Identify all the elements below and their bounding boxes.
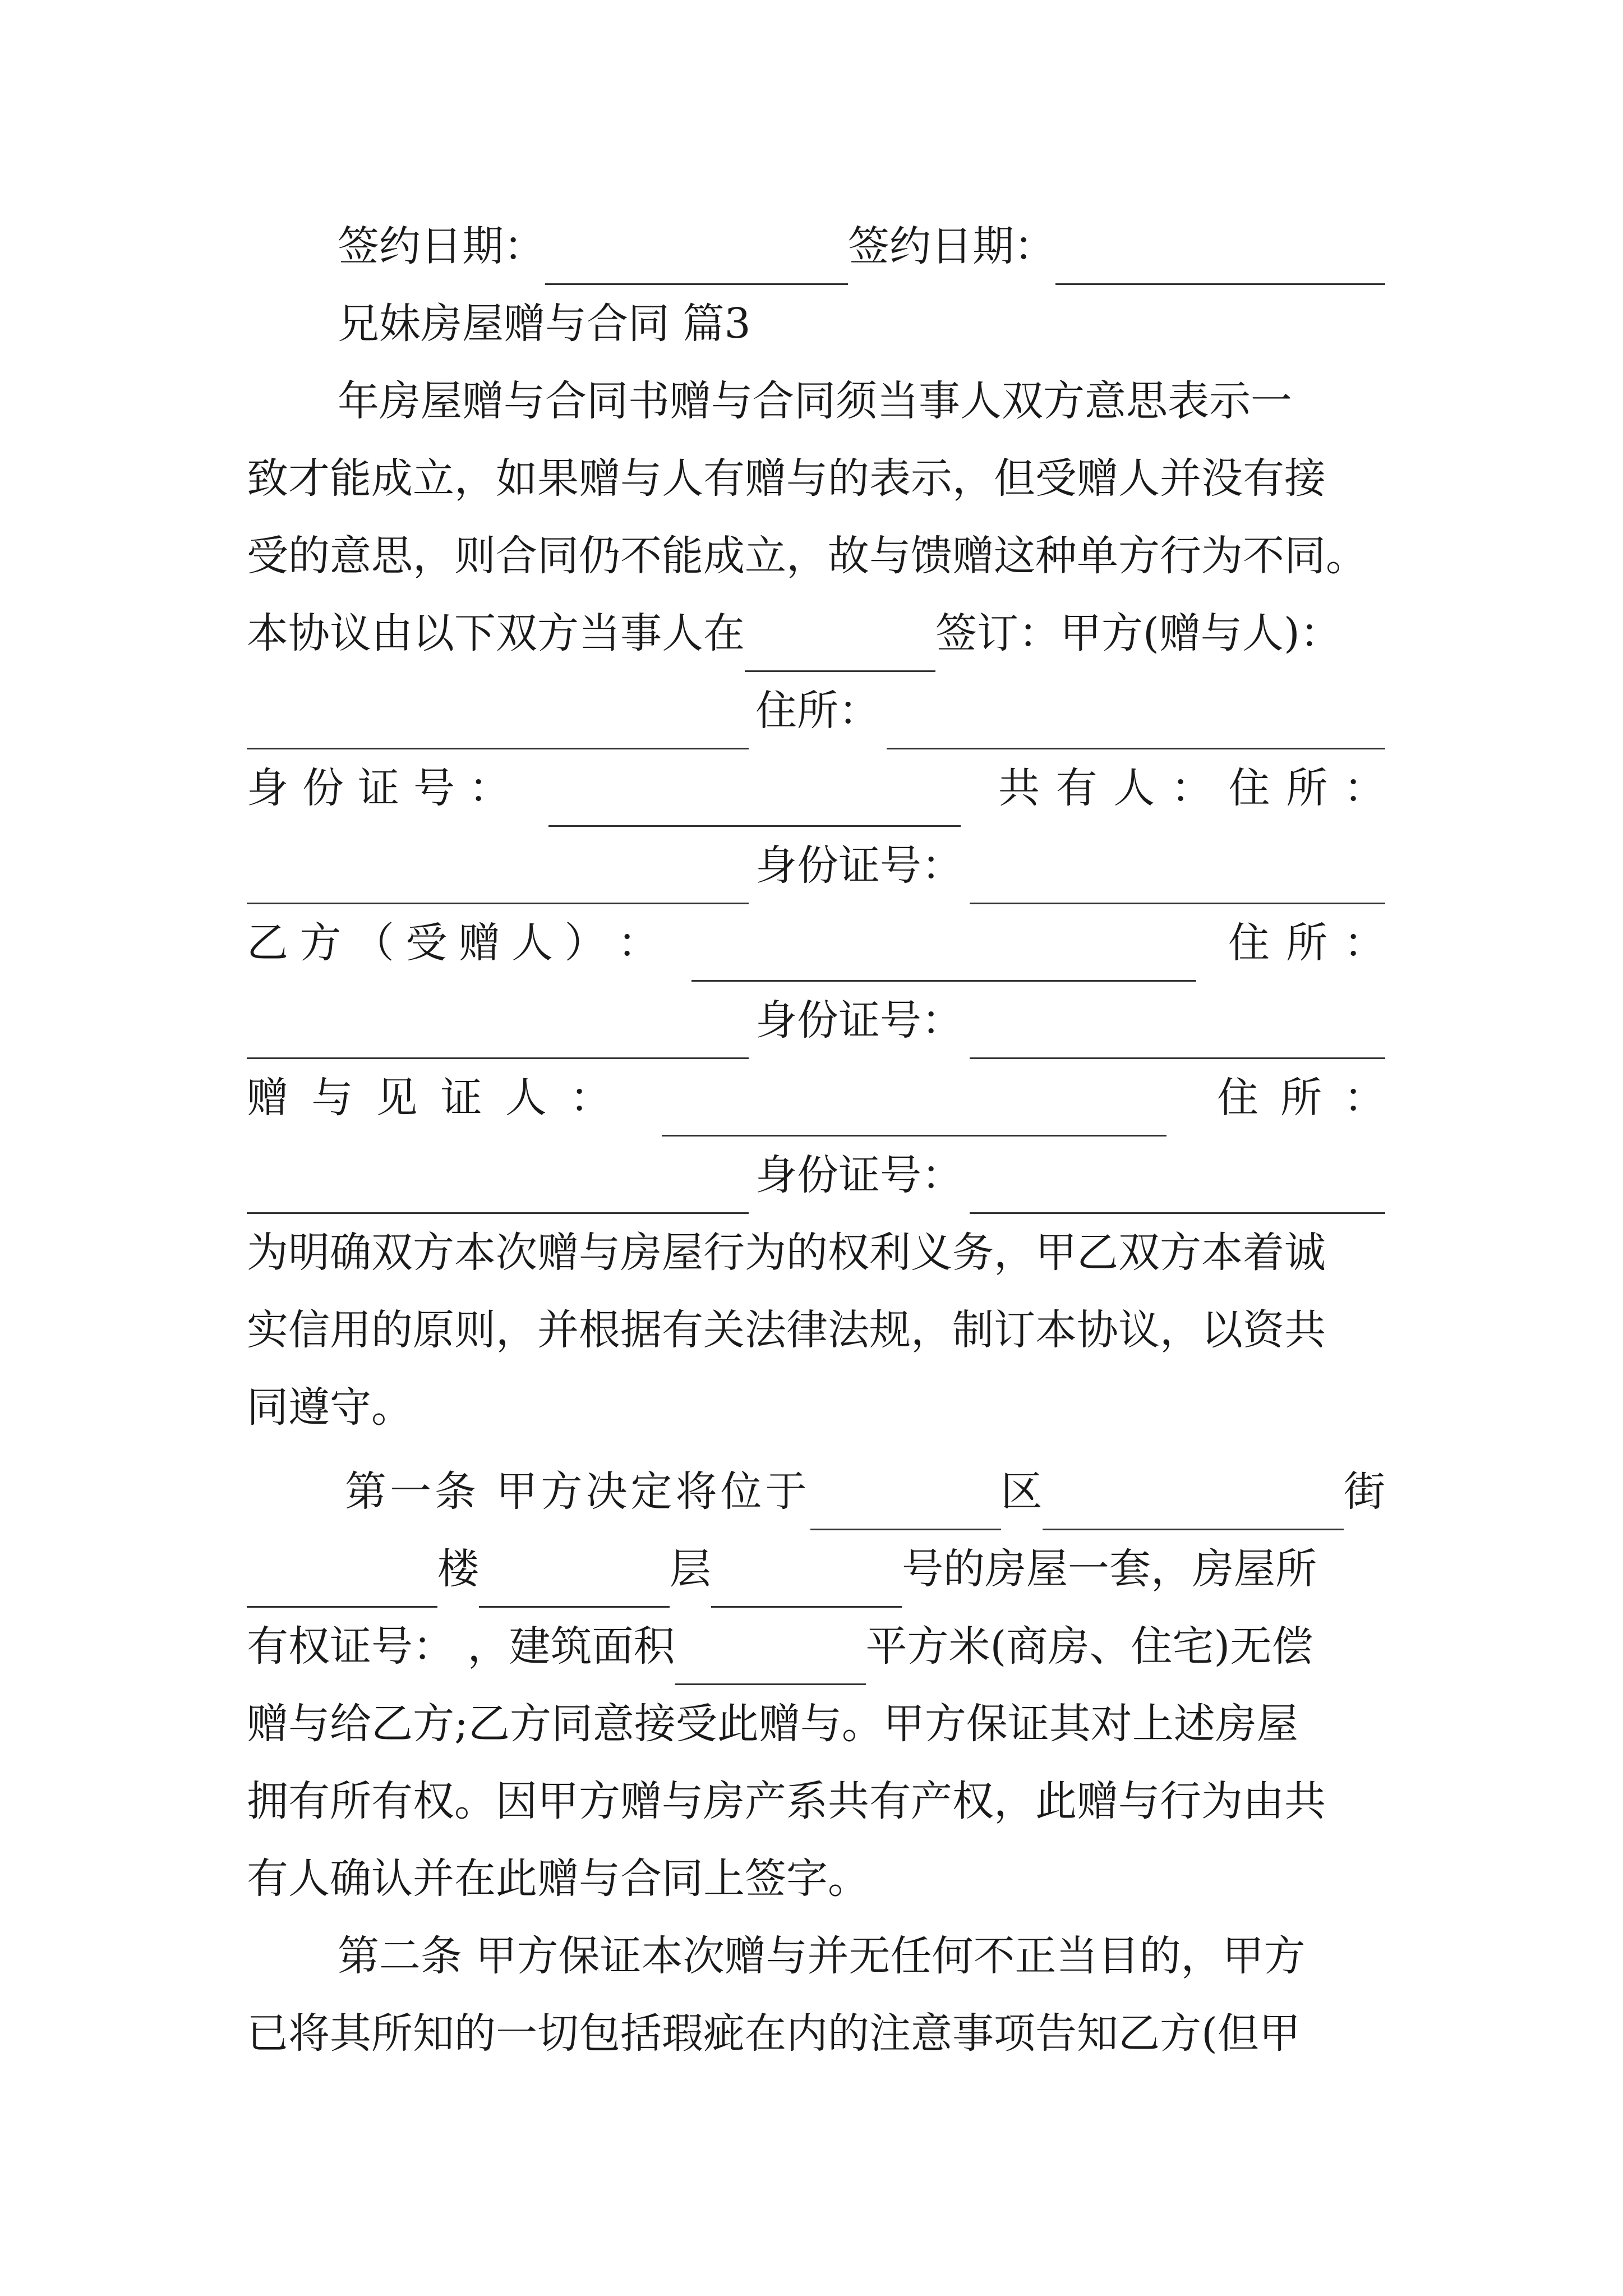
char: ： <box>1343 764 1385 812</box>
article-text: 第一条 甲方决定将位于 <box>345 1467 810 1516</box>
paragraph-line: 为明确双方本次赠与房屋行为的权利义务，甲乙双方本着诚 <box>247 1228 1326 1277</box>
witness-name-blank <box>662 1083 1166 1137</box>
id-number-coowner-line <box>247 749 1385 827</box>
donee-name-blank <box>691 928 1196 982</box>
char: 赠 <box>458 919 500 967</box>
donee-address-blank <box>247 1006 749 1059</box>
signing-date-blank-b <box>1055 232 1385 285</box>
signing-date-line <box>247 208 1385 285</box>
paragraph-line: 第二条 甲方保证本次赠与并无任何不正当目的，甲方 <box>338 1932 1306 1980</box>
donor-address-line <box>247 672 1385 749</box>
street-blank <box>1043 1477 1344 1530</box>
article-text: 层 <box>670 1545 711 1593</box>
document-heading: 兄妹房屋赠与合同 篇3 <box>338 300 751 348</box>
paragraph-line: 拥有所有权。因甲方赠与房产系共有产权，此赠与行为由共 <box>247 1777 1326 1825</box>
signing-date-label-b: 签约日期： <box>848 222 1055 270</box>
donee-line <box>247 904 1385 982</box>
char: 见 <box>376 1074 418 1122</box>
char: ： <box>1344 1074 1385 1122</box>
article-1-line <box>247 1453 1385 1530</box>
article-text: 区 <box>1000 1467 1043 1516</box>
donor-address-blank <box>887 696 1385 749</box>
char: 号 <box>413 764 455 812</box>
paragraph-line: 实信用的原则，并根据有关法律法规，制订本协议，以资共 <box>247 1306 1326 1354</box>
char: 人 <box>1113 764 1155 812</box>
char: 人 <box>505 1074 547 1122</box>
char: 所 <box>1286 764 1328 812</box>
address-label: 住所： <box>755 687 880 735</box>
paragraph-text: 本协议由以下双方当事人在 <box>247 609 745 657</box>
location-blank <box>745 619 935 672</box>
district-blank <box>810 1477 1001 1530</box>
paragraph-line: 已将其所知的一切包括瑕疵在内的注意事项告知乙方(但甲 <box>247 2009 1301 2058</box>
paragraph-line: 致才能成立，如果赠与人有赠与的表示，但受赠人并没有接 <box>247 454 1326 503</box>
char: 住 <box>1228 764 1270 812</box>
char: ： <box>469 764 510 812</box>
char: 共 <box>998 764 1040 812</box>
building-blank <box>247 1554 437 1608</box>
coowner-address-blank <box>247 851 749 904</box>
signing-date-label-a: 签约日期： <box>338 222 545 270</box>
donee-id-line <box>247 982 1385 1059</box>
paragraph-text: 签订：甲方(赠与人)： <box>935 609 1341 657</box>
floor-blank <box>479 1554 670 1608</box>
article-text: 街 <box>1344 1467 1385 1516</box>
char: 赠 <box>247 1074 288 1122</box>
article-text: 号的房屋一套，房屋所 <box>902 1545 1317 1593</box>
char: 住 <box>1228 919 1270 967</box>
char: 证 <box>440 1074 482 1122</box>
coowner-id-blank <box>970 851 1385 904</box>
witness-address-blank <box>247 1161 749 1214</box>
char: （ <box>352 919 394 967</box>
coowner-id-line <box>247 827 1385 904</box>
signing-date-blank-a <box>545 232 848 285</box>
char: 与 <box>311 1074 353 1122</box>
char: ： <box>569 1074 611 1122</box>
article-text: 有权证号： ，建筑面积 <box>247 1622 675 1671</box>
char: 证 <box>358 764 399 812</box>
witness-id-line <box>247 1137 1385 1214</box>
paragraph-line: 受的意思，则合同仍不能成立，故与馈赠这种单方行为不同。 <box>247 532 1367 580</box>
room-number-blank <box>711 1554 902 1608</box>
donor-id-blank <box>548 774 961 827</box>
char: 身 <box>247 764 288 812</box>
char: 所 <box>1280 1074 1322 1122</box>
id-label: 身份证号： <box>755 1151 963 1199</box>
char: 乙 <box>247 919 288 967</box>
char: ： <box>617 919 659 967</box>
paragraph-line: 同遵守。 <box>247 1383 413 1432</box>
donee-id-blank <box>970 1006 1385 1059</box>
paragraph-line: 赠与给乙方;乙方同意接受此赠与。甲方保证其对上述房屋 <box>247 1700 1298 1748</box>
article-text: 平方米(商房、住宅)无偿 <box>865 1622 1313 1671</box>
char: 有 <box>1055 764 1098 812</box>
char: ） <box>564 919 606 967</box>
id-label: 身份证号： <box>755 841 963 890</box>
paragraph-line: 年房屋赠与合同书赠与合同须当事人双方意思表示一 <box>338 377 1292 425</box>
char: 份 <box>302 764 344 812</box>
id-label: 身份证号： <box>755 996 963 1045</box>
char: 方 <box>299 919 342 967</box>
article-1-line <box>247 1530 1385 1608</box>
area-blank <box>675 1632 866 1685</box>
witness-id-blank <box>970 1161 1385 1214</box>
witness-line <box>247 1059 1385 1137</box>
paragraph-line: 有人确认并在此赠与合同上签字。 <box>247 1855 869 1903</box>
char: 受 <box>405 919 448 967</box>
article-1-line <box>247 1608 1385 1685</box>
agreement-location-line <box>247 595 1385 672</box>
char: 住 <box>1217 1074 1258 1122</box>
char: ： <box>1170 764 1212 812</box>
article-text: 楼 <box>437 1545 479 1593</box>
donor-name-blank <box>247 696 749 749</box>
char: 所 <box>1286 919 1327 967</box>
char: ： <box>1344 919 1385 967</box>
char: 人 <box>511 919 554 967</box>
